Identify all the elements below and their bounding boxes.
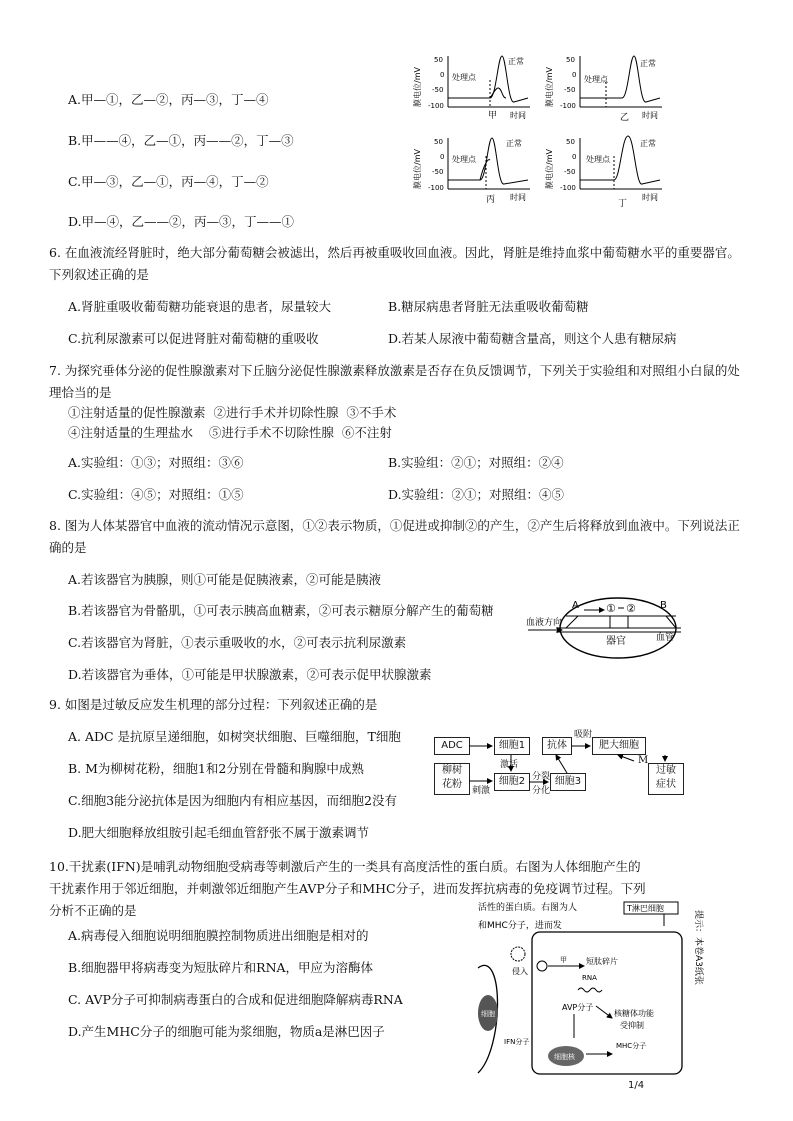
q8-organ-label: 器官 — [606, 636, 626, 647]
q10-option-d: D.产生MHC分子的细胞可能为浆细胞，物质a是淋巴因子 — [68, 1024, 385, 1039]
point-label: 处理点 — [452, 73, 476, 82]
q7-stem: 7. 为探究垂体分泌的促性腺激素对下丘脑分泌促性腺激素释放激素是否存在负反馈调节，下列关于实验组和对照组小白鼠的处理恰当的是 — [49, 363, 740, 400]
pollen-label-1: 柳树 — [442, 765, 462, 776]
q10-nucleus-label: 细胞核 — [554, 1053, 575, 1061]
q9-option-b: B. M为柳树花粉，细胞1和2分别在骨髓和胸腺中成熟 — [68, 761, 364, 776]
footer-page: 1/4 — [628, 1080, 645, 1091]
graph-label: 甲 — [488, 111, 498, 121]
q8-flow-label: 血液方向 — [526, 618, 563, 628]
m-label: M — [638, 755, 649, 766]
q10-fig-overlap-1: 活性的蛋白质。右图为人 — [478, 903, 578, 913]
q8-stem: 8. 图为人体某器官中血液的流动情况示意图，①②表示物质，①促进或抑制②的产生，②产生后将释放到血液中。下列说法正确的是 — [49, 518, 740, 555]
q10-interferon-diagram — [474, 898, 704, 1078]
q10-tcell-label: T淋巴细胞 — [627, 904, 664, 913]
q10-hint-text: 提示：本卷A3纸张 — [693, 910, 703, 985]
q10-avp-label: AVP分子 — [562, 1003, 594, 1012]
xlabel: 时间 — [510, 193, 526, 202]
q8-option-b: B.若该器官为骨骼肌，①可表示胰高血糖素，②可表示糖原分解产生的葡萄糖 — [68, 603, 494, 618]
graph-yi — [544, 56, 662, 123]
tick: -50 — [432, 168, 444, 176]
q10-ifn-label: IFN分子 — [504, 1038, 530, 1046]
q6-option-a: A.肾脏重吸收葡萄糖功能衰退的患者，尿量较大 — [68, 299, 332, 314]
tick: -100 — [560, 102, 576, 110]
q5-option-d: D.甲—④，乙——②，丙—③，丁——① — [68, 214, 295, 229]
q6-option-b: B.糖尿病患者肾脏无法重吸收葡萄糖 — [388, 299, 589, 314]
q6-option-c: C.抗利尿激素可以促进肾脏对葡萄糖的重吸收 — [68, 331, 319, 346]
q7-option-a: A.实验组：①③；对照组：③⑥ — [68, 455, 244, 470]
mast-cell-box: 肥大细胞 — [592, 737, 646, 755]
q9-stem: 9. 如图是过敏反应发生机理的部分过程：下列叙述正确的是 — [49, 697, 378, 712]
q9-option-d: D.肥大细胞释放组胺引起毛细血管舒张不属于激素调节 — [68, 825, 370, 840]
q8-option-a: A.若该器官为胰腺，则①可能是促胰液素，②可能是胰液 — [68, 572, 382, 587]
q7-items-line2: ④注射适量的生理盐水 ⑤进行手术不切除性腺 ⑥不注射 — [68, 425, 392, 440]
graph-ding — [544, 136, 662, 209]
graph-bing — [412, 138, 530, 205]
adc-box: ADC — [434, 737, 470, 755]
graph-bing-ylabel: 膜电位/mV — [413, 149, 422, 189]
normal-label: 正常 — [640, 139, 656, 148]
pollen-label-2: 花粉 — [442, 779, 462, 790]
q10-rna-label: RNA — [582, 974, 597, 982]
q8-label-b: B — [660, 600, 667, 611]
graph-ding-ylabel: 膜电位/mV — [545, 149, 554, 189]
xlabel: 时间 — [642, 111, 658, 120]
normal-label: 正常 — [508, 57, 524, 66]
normal-label: 正常 — [640, 59, 656, 68]
tick: -100 — [560, 184, 576, 192]
q8-label-1: ① — [606, 602, 616, 615]
tick: -100 — [428, 102, 444, 110]
q8-option-d: D.若该器官为垂体，①可能是甲状腺激素，②可表示促甲状腺激素 — [68, 667, 432, 682]
graph-label: 丁 — [618, 199, 628, 209]
allergy-label-2: 症状 — [656, 779, 676, 790]
tick: 0 — [440, 71, 445, 79]
q5-option-b: B.甲——④，乙—①，丙——②，丁—③ — [68, 133, 294, 148]
tick: -100 — [428, 184, 444, 192]
q5-membrane-potential-graphs — [410, 52, 670, 212]
antibody-box: 抗体 — [542, 737, 572, 755]
q7-items-line1: ①注射适量的促性腺激素 ②进行手术并切除性腺 ③不手术 — [68, 405, 397, 420]
graph-label: 丙 — [486, 195, 496, 205]
q10-jia-label: 甲 — [560, 956, 567, 964]
point-label: 处理点 — [586, 155, 610, 164]
q10-short-peptide-label: 短肽碎片 — [586, 957, 618, 966]
xlabel: 时间 — [642, 193, 658, 202]
graph-label: 乙 — [620, 113, 630, 123]
tick: 50 — [434, 56, 443, 64]
tick: -50 — [564, 168, 576, 176]
activate-label: 激活 — [500, 760, 519, 770]
graph-jia — [412, 56, 530, 121]
q9-option-c: C.细胞3能分泌抗体是因为细胞内有相应基因，而细胞2没有 — [68, 793, 397, 808]
adsorb-label: 吸附 — [574, 730, 593, 740]
tick: 50 — [434, 138, 443, 146]
tick: -50 — [564, 86, 576, 94]
q10-ribosome-label-2: 受抑制 — [620, 1021, 644, 1030]
q9-flow-diagram — [434, 730, 694, 801]
q8-vessel-label: 血管 — [656, 633, 675, 643]
allergy-label-1: 过敏 — [656, 765, 676, 776]
q9-arrows — [434, 733, 694, 801]
q7-option-c: C.实验组：④⑤；对照组：①⑤ — [68, 487, 244, 502]
cell2-box: 细胞2 — [494, 773, 530, 791]
tick: 50 — [566, 56, 575, 64]
xlabel: 时间 — [510, 111, 526, 120]
tick: 0 — [440, 153, 445, 161]
tick: 0 — [572, 71, 577, 79]
q10-fig-overlap-2: 和MHC分子，进而发 — [478, 921, 562, 931]
cell3-box: 细胞3 — [550, 773, 586, 791]
q5-option-a: A.甲—①，乙—②，丙—③，丁—④ — [68, 92, 269, 107]
cell1-box: 细胞1 — [494, 737, 530, 755]
graph-yi-ylabel: 膜电位/mV — [545, 67, 554, 107]
stim-label: 刺激 — [472, 786, 491, 796]
point-label: 处理点 — [584, 75, 608, 84]
differentiate-label: 分化 — [532, 786, 551, 796]
q10-mhc-label: MHC分子 — [616, 1042, 647, 1050]
point-label: 处理点 — [452, 155, 476, 164]
q10-option-c: C. AVP分子可抑制病毒蛋白的合成和促进细胞降解病毒RNA — [68, 992, 403, 1007]
q10-enter-label: 侵入 — [512, 967, 528, 976]
tick: 50 — [566, 138, 575, 146]
normal-label: 正常 — [506, 139, 522, 148]
tick: 0 — [572, 153, 577, 161]
q10-stem: 10.干扰素(IFN)是哺乳动物细胞受病毒等刺激后产生的一类具有高度活性的蛋白质。右图为人体细胞产生的干扰素作用于邻近细胞，并刺激邻近细胞产生AVP分子和MHC分子，进而发挥抗病毒的免疫调节过程。下列分析不正确的是 — [49, 859, 646, 918]
q10-option-a: A.病毒侵入细胞说明细胞膜控制物质进出细胞是相对的 — [68, 928, 369, 943]
q8-option-c: C.若该器官为肾脏，①表示重吸收的水，②可表示抗利尿激素 — [68, 635, 407, 650]
q10-ribosome-label-1: 核糖体功能 — [614, 1009, 654, 1018]
q6-option-d: D.若某人尿液中葡萄糖含量高，则这个人患有糖尿病 — [388, 331, 677, 346]
q10-option-b: B.细胞器甲将病毒变为短肽碎片和RNA，甲应为溶酶体 — [68, 960, 374, 975]
q9-option-a: A. ADC 是抗原呈递细胞，如树突状细胞、巨噬细胞，T细胞 — [68, 729, 401, 744]
divide-label: 分裂 — [532, 772, 551, 782]
tick: -50 — [432, 86, 444, 94]
q7-option-d: D.实验组：②①；对照组：④⑤ — [388, 487, 565, 502]
q5-option-c: C.甲—③，乙—①，丙—④，丁—② — [68, 174, 269, 189]
q7-option-b: B.实验组：②①；对照组：②④ — [388, 455, 564, 470]
q8-organ-diagram — [526, 588, 686, 668]
graph-jia-ylabel: 膜电位/mV — [413, 67, 422, 107]
q6-stem: 6. 在血液流经肾脏时，绝大部分葡萄糖会被滤出，然后再被重吸收回血液。因此，肾脏是维持血浆中葡萄糖水平的重要器官。下列叙述正确的是 — [49, 245, 740, 282]
q10-left-cell-label: 细胞 — [481, 1010, 495, 1018]
q8-label-2: ② — [626, 602, 636, 615]
q8-label-a: A — [572, 600, 579, 611]
